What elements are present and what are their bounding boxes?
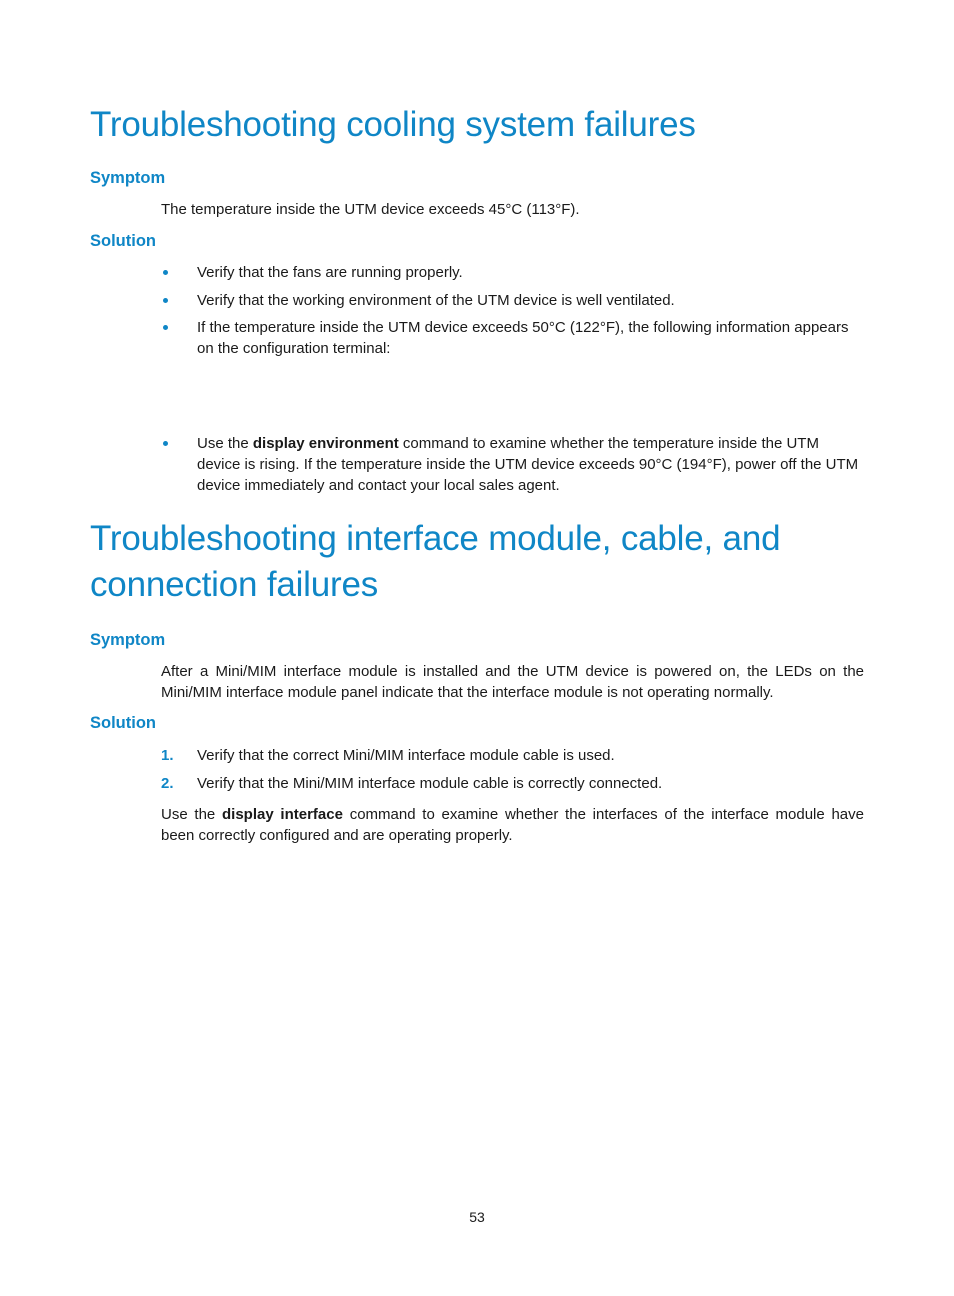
command-name: display interface: [222, 806, 343, 823]
list-item-text: [197, 433, 864, 496]
list-item-text: If the temperature inside the UTM device exceeds 50°C (122°F), the following information appears on the configuration terminal:: [197, 319, 849, 357]
text-run: Use the: [197, 435, 253, 452]
symptom-text: The temperature inside the UTM device exceeds 45°C (113°F).: [161, 201, 580, 218]
list-item: [161, 290, 864, 311]
symptom-heading: Symptom: [90, 631, 166, 649]
step-number: 1.: [161, 747, 174, 764]
list-item-text: Verify that the working environment of the UTM device is well ventilated.: [197, 292, 675, 309]
list-item-text: Verify that the Mini/MIM interface module cable is correctly connected.: [197, 775, 663, 792]
solution-heading: Solution: [90, 232, 156, 250]
symptom-heading: Symptom: [90, 169, 166, 187]
closing-paragraph: [161, 804, 864, 846]
bullet-icon: [163, 325, 168, 330]
list-item-text: Verify that the fans are running properly.: [197, 264, 463, 281]
solution-heading: Solution: [90, 714, 156, 732]
list-item: [161, 262, 864, 283]
list-item: [161, 433, 864, 496]
text-run: Use the: [161, 806, 222, 823]
command-name: display environment: [252, 435, 399, 452]
symptom-text: After a Mini/MIM interface module is installed and the UTM device is powered on, the LEDs on the Mini/MIM interface module panel indicate that the interface module is not operating normally.: [161, 663, 864, 701]
bullet-icon: [163, 270, 168, 275]
list-item: [161, 773, 864, 794]
title-line: connection failures: [90, 565, 379, 604]
step-number: 2.: [161, 775, 174, 792]
title-line: Troubleshooting interface module, cable, and: [90, 519, 781, 558]
list-item: [161, 745, 864, 766]
text-run: command to examine whether the temperature inside the UTM device is rising. If the temperature inside the UTM device exceeds 90°C (194°F), power off the UTM device immediately and contact your local sales agent.: [197, 435, 859, 494]
section-title-cooling: Troubleshooting cooling system failures: [90, 105, 696, 144]
list-item-text: Verify that the correct Mini/MIM interface module cable is used.: [197, 747, 615, 764]
list-item: [161, 317, 864, 359]
bullet-icon: [163, 298, 168, 303]
section-title-interface-module: [90, 516, 780, 608]
text-run: command to examine whether the interfaces of the interface module have been correctly configured and are operating properly.: [161, 806, 864, 844]
page-number: 53: [469, 1209, 485, 1225]
bullet-icon: [163, 441, 168, 446]
